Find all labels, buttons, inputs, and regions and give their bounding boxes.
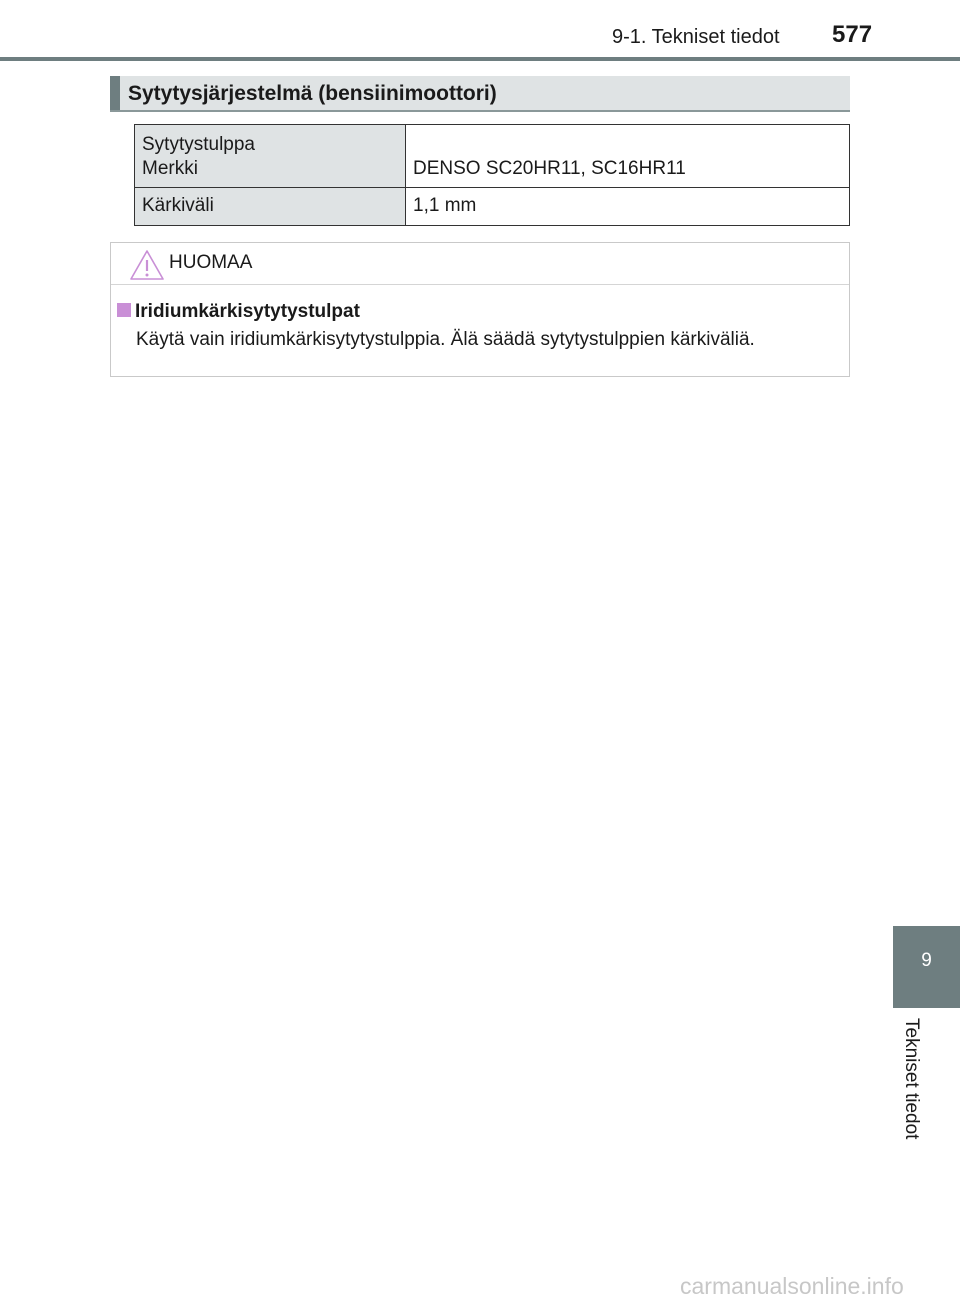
cell-text: DENSO SC20HR11, SC16HR11 xyxy=(413,158,686,179)
table-cell-value xyxy=(406,188,850,226)
page-number: 577 xyxy=(832,21,873,48)
chapter-number: 9 xyxy=(921,950,932,971)
chapter-title: Tekniset tiedot xyxy=(901,1018,922,1140)
table-row xyxy=(135,188,850,226)
section-heading-accent xyxy=(110,76,120,110)
cell-text: 1,1 mm xyxy=(413,195,477,216)
header-rule xyxy=(0,57,960,61)
table-row xyxy=(135,125,850,188)
table-cell-value xyxy=(406,125,850,188)
cell-text: Merkki xyxy=(142,158,198,179)
watermark: carmanualsonline.info xyxy=(680,1273,904,1299)
bullet-square-icon xyxy=(117,303,131,317)
notice-item-title xyxy=(117,301,360,323)
notice-item-text: Käytä vain iridiumkärkisytytystulppia. Älä säädä sytytystulppien kärkiväliä. xyxy=(136,329,755,350)
cell-text: Sytytystulppa xyxy=(142,134,255,155)
warning-triangle-icon xyxy=(129,249,165,281)
spec-table xyxy=(134,124,850,226)
table-cell-label xyxy=(135,125,406,188)
chapter-title-wrap xyxy=(892,1018,932,1158)
notice-item-title-text: Iridiumkärkisytytystulpat xyxy=(135,301,360,322)
section-title: Sytytysjärjestelmä (bensiinimoottori) xyxy=(128,82,497,105)
cell-text xyxy=(406,133,849,157)
notice-header xyxy=(111,243,849,285)
table-cell-label xyxy=(135,188,406,226)
chapter-tab xyxy=(893,926,960,1008)
notice-box xyxy=(110,242,850,377)
section-heading-bar xyxy=(110,76,850,112)
cell-text: Kärkiväli xyxy=(142,195,214,216)
header-section-title: 9-1. Tekniset tiedot xyxy=(612,26,780,48)
notice-label: HUOMAA xyxy=(169,252,253,273)
